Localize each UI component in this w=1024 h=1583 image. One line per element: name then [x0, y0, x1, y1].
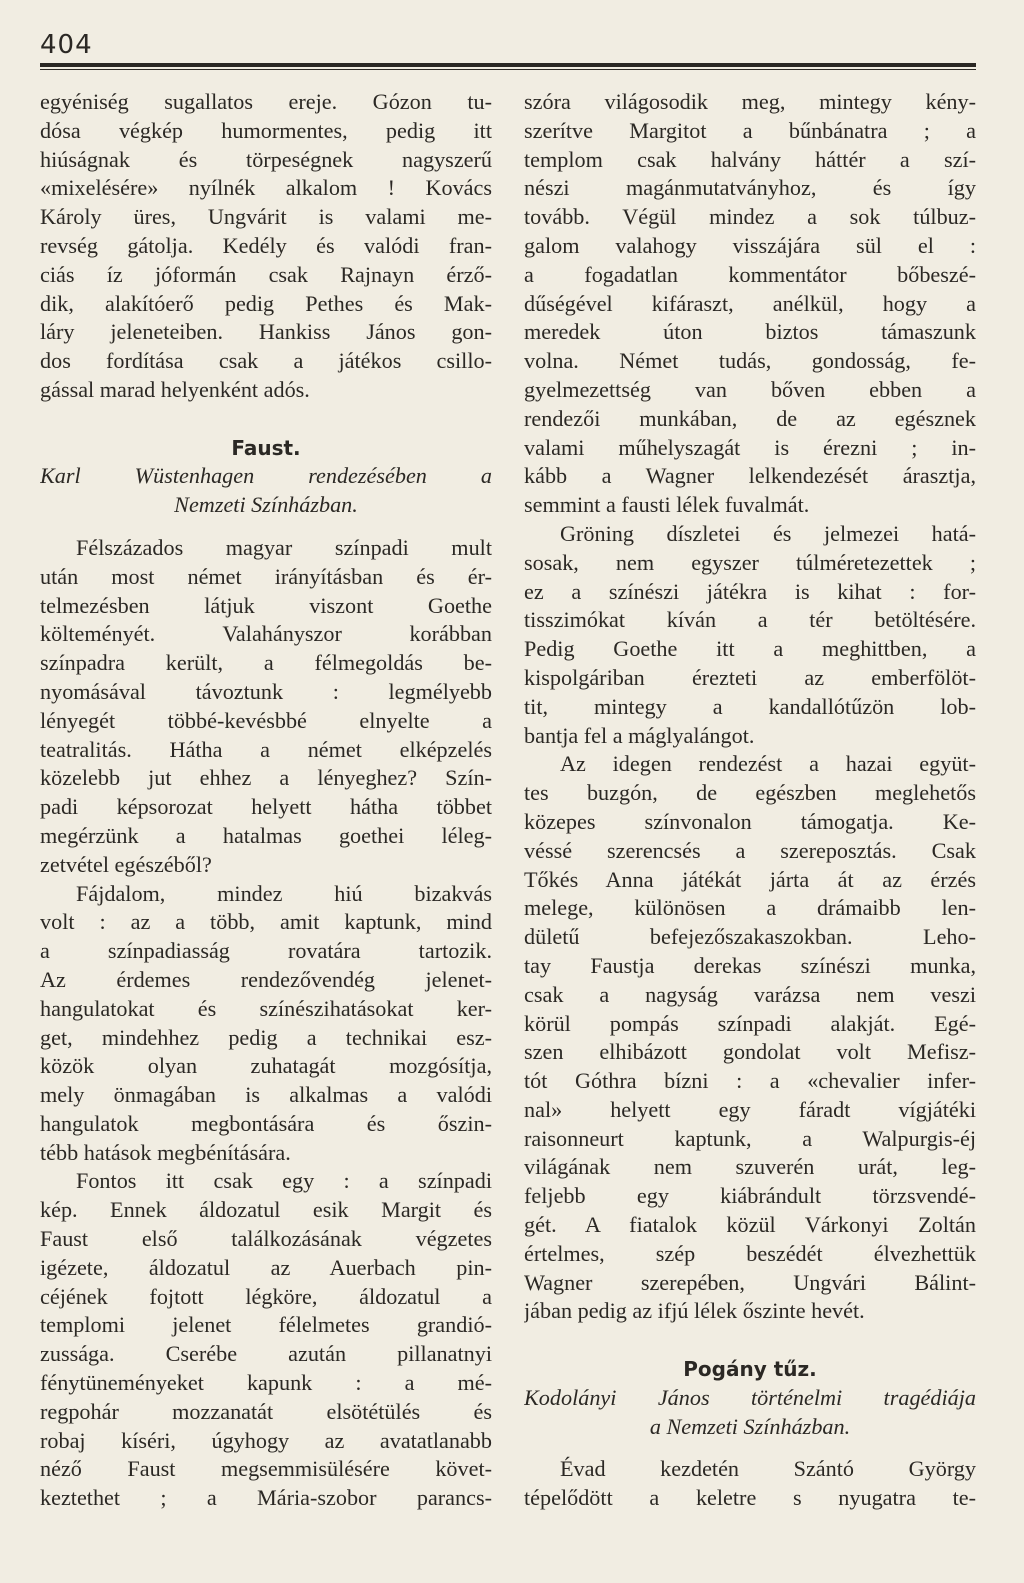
text-line: Fájdalom, mindez hiú bizakvás	[76, 880, 492, 906]
text-line: sosak, nem egyszer túlméretezettek ;	[524, 549, 976, 575]
text-line: tovább. Végül mindez a sok túlbuz-	[524, 204, 976, 230]
text-line: dületű befejezőszakaszokban. Leho-	[524, 924, 976, 950]
text-line: színpadra került, a félmegoldás be-	[40, 650, 492, 676]
text-line: a fogadatlan kommentátor bőbeszé-	[524, 261, 976, 287]
text-line: Wagner szerepében, Ungvári Bálint-	[524, 1269, 976, 1295]
text-line: véssé szerencsés a szereposztás. Csak	[524, 837, 976, 863]
text-line: ez a színészi játékra is kihat : for-	[524, 578, 976, 604]
text-line: get, mindehhez pedig a technikai esz-	[40, 1024, 492, 1050]
text-line: Károly üres, Ungvárit is valami me-	[40, 204, 492, 230]
text-line: padi képsorozat helyett hátha többet	[40, 794, 492, 820]
text-line: volna. Német tudás, gondosság, fe-	[524, 348, 976, 374]
header-rule	[40, 63, 976, 67]
text-line: lényegét többé-kevésbbé elnyelte a	[40, 707, 492, 733]
text-line: fénytüneményeket kapunk : a mé-	[40, 1370, 492, 1396]
text-line: nal» helyett egy fáradt vígjátéki	[524, 1096, 976, 1122]
text-line: meredek úton biztos támaszunk	[524, 319, 976, 345]
text-line: ciás íz jóformán csak Rajnayn érző-	[40, 261, 492, 287]
text-line: tébb hatások megbénítására.	[40, 1139, 291, 1165]
section-spacer	[524, 1441, 976, 1455]
section-subtitle-line: Karl Wüstenhagen rendezésében a	[40, 463, 492, 489]
text-line: körül pompás színpadi alakját. Egé-	[524, 1010, 976, 1036]
text-line: Évad kezdetén Szántó György	[560, 1456, 976, 1482]
text-line: volt : az a több, amit kaptunk, mind	[40, 909, 492, 935]
text-line: zussága. Cserébe azután pillanatnyi	[40, 1341, 492, 1367]
text-line: céjének fojtott légköre, áldozatul a	[40, 1283, 492, 1309]
text-line: rendezői munkában, de az egésznek	[524, 405, 976, 431]
text-line: nyomásával távoztunk : legmélyebb	[40, 678, 492, 704]
text-line: értelmes, szép beszédét élvezhettük	[524, 1240, 976, 1266]
text-line: jában pedig az ifjú lélek őszinte hevét.	[524, 1298, 865, 1324]
text-line: Gröning díszletei és jelmezei hatá-	[560, 520, 976, 546]
page-number: 404	[40, 30, 93, 60]
header-rule-thin	[40, 69, 976, 70]
text-line: zetvétel egészéből?	[40, 851, 212, 877]
section-subtitle-line: Nemzeti Színházban.	[174, 492, 358, 518]
text-line: hiúságnak és törpeségnek nagyszerű	[40, 146, 492, 172]
text-line: a színpadiasság rovatára tartozik.	[40, 938, 492, 964]
text-line: robaj kíséri, úgyhogy az avatatlanabb	[40, 1427, 492, 1453]
text-line: melege, különösen a drámaibb len-	[524, 895, 976, 921]
text-line: közök olyan zuhatagát mozgósítja,	[40, 1053, 492, 1079]
text-line: kép. Ennek áldozatul esik Margit és	[40, 1197, 492, 1223]
text-line: semmint a fausti lélek fuvalmát.	[524, 492, 810, 518]
text-line: raisonneurt kaptunk, a Walpurgis-éj	[524, 1125, 976, 1151]
text-line: valami műhelyszagát is érezni ; in-	[524, 434, 976, 460]
text-line: megérzünk a hatalmas goethei léleg-	[40, 822, 492, 848]
text-line: teatralitás. Hátha a német elképzelés	[40, 736, 492, 762]
text-line: mely önmagában is alkalmas a valódi	[40, 1082, 492, 1108]
text-line: kább a Wagner lelkendezését árasztja,	[524, 463, 976, 489]
text-line: tay Faustja derekas színészi munka,	[524, 952, 976, 978]
text-line: Félszázados magyar színpadi mult	[76, 534, 492, 560]
left-text-column	[40, 88, 492, 1513]
text-line: Az érdemes rendezővendég jelenet-	[40, 966, 492, 992]
text-line: tisszimókat kíván a tér betöltésére.	[524, 607, 976, 633]
text-line: gással marad helyenként adós.	[40, 376, 310, 402]
text-line: világának nem szuverén urát, leg-	[524, 1154, 976, 1180]
section-subtitle-line: a Nemzeti Színházban.	[649, 1413, 851, 1439]
text-line: feljebb egy kiábrándult törzsvendé-	[524, 1183, 976, 1209]
text-line: tót Góthra bízni : a «chevalier infer-	[524, 1068, 976, 1094]
section-spacer	[524, 1326, 976, 1355]
text-line: gyelmezettség van bőven ebben a	[524, 376, 976, 402]
text-line: regpohár mozzanatát elsötétülés és	[40, 1398, 492, 1424]
text-line: dos fordítása csak a játékos csillo-	[40, 348, 492, 374]
section-subtitle-line: Kodolányi János történelmi tragédiája	[524, 1384, 976, 1410]
text-line: Tőkés Anna játékát járta át az érzés	[524, 866, 976, 892]
text-line: dűségével kifáraszt, anélkül, hogy a	[524, 290, 976, 316]
text-line: csak a nagyság varázsa nem veszi	[524, 981, 976, 1007]
text-line: Fontos itt csak egy : a színpadi	[76, 1168, 492, 1194]
text-line: keztethet ; a Mária-szobor parancs-	[40, 1485, 492, 1511]
text-line: költeményét. Valahányszor korábban	[40, 621, 492, 647]
section-spacer	[40, 405, 492, 434]
section-heading: Pogány tűz.	[683, 1357, 817, 1382]
text-line: revség gátolja. Kedély és valódi fran-	[40, 232, 492, 258]
text-line: gét. A fiatalok közül Várkonyi Zoltán	[524, 1212, 976, 1238]
section-spacer	[40, 520, 492, 534]
text-line: egyéniség sugallatos ereje. Gózon tu-	[40, 89, 492, 114]
right-text-column	[524, 88, 976, 1513]
text-line: nészi magánmutatványhoz, és így	[524, 175, 976, 201]
text-line: kispolgáriban érezteti az emberfölöt-	[524, 664, 976, 690]
text-line: hangulatokat és színészihatásokat ker-	[40, 995, 492, 1021]
text-line: templom csak halvány háttér a szí-	[524, 146, 976, 172]
text-line: szóra világosodik meg, mintegy kény-	[524, 89, 976, 114]
text-line: Az idegen rendezést a hazai együt-	[560, 751, 976, 777]
text-line: szerítve Margitot a bűnbánatra ; a	[524, 117, 976, 143]
text-line: igézete, áldozatul az Auerbach pin-	[40, 1254, 492, 1280]
text-line: hangulatok megbontására és őszin-	[40, 1110, 492, 1136]
section-heading: Faust.	[231, 435, 301, 460]
text-line: dósa végkép humormentes, pedig itt	[40, 117, 492, 143]
text-line: Faust első találkozásának végzetes	[40, 1226, 492, 1252]
text-line: néző Faust megsemmisülésére követ-	[40, 1456, 492, 1482]
text-line: közepes színvonalon támogatja. Ke-	[524, 808, 976, 834]
text-line: láry jeleneteiben. Hankiss János gon-	[40, 319, 492, 345]
text-line: «mixelésére» nyílnék alkalom ! Kovács	[40, 175, 492, 201]
text-line: tépelődött a keletre s nyugatra te-	[524, 1485, 976, 1511]
text-line: szen elhibázott gondolat volt Mefisz-	[524, 1039, 976, 1065]
text-line: közelebb jut ehhez a lényeghez? Szín-	[40, 765, 492, 791]
text-line: templomi jelenet félelmetes grandió-	[40, 1312, 492, 1338]
text-line: tit, mintegy a kandallótűzön lob-	[524, 693, 976, 719]
text-line: tes buzgón, de egészben meglehetős	[524, 780, 976, 806]
text-line: galom valahogy visszájára sül el :	[524, 232, 976, 258]
text-line: dik, alakítóerő pedig Pethes és Mak-	[40, 290, 492, 316]
text-line: után most német irányításban és ér-	[40, 563, 492, 589]
text-line: bantja fel a máglyalángot.	[524, 722, 755, 748]
text-line: Pedig Goethe itt a meghittben, a	[524, 636, 976, 662]
text-line: telmezésben látjuk viszont Goethe	[40, 592, 492, 618]
